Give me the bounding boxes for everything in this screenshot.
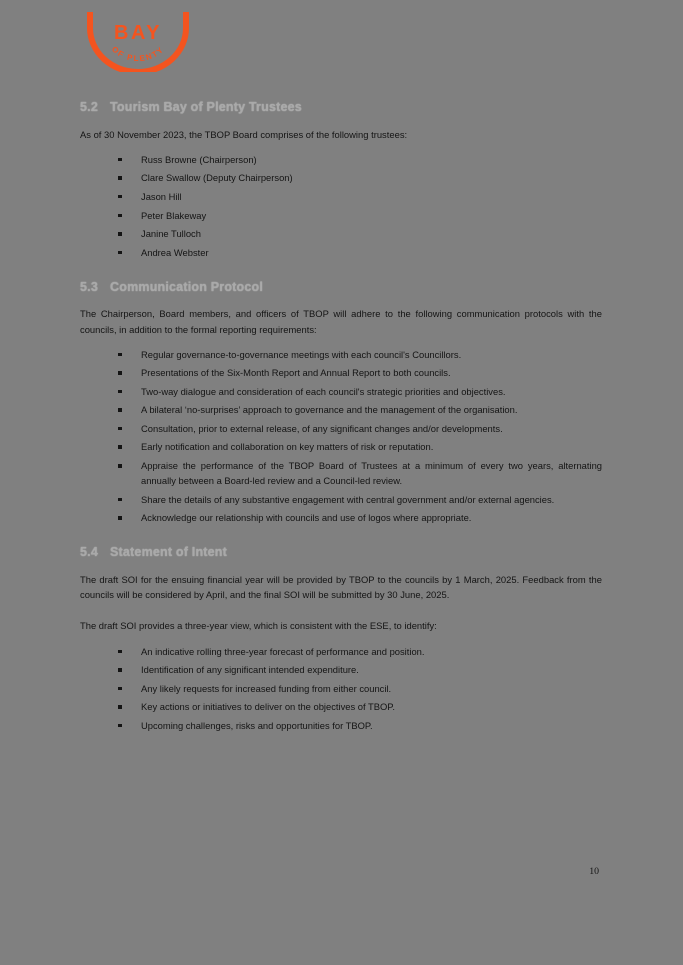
list-item: Andrea Webster: [80, 245, 602, 260]
list-item: Identification of any significant intended expenditure.: [80, 662, 602, 677]
section-title: Tourism Bay of Plenty Trustees: [110, 100, 302, 114]
section-5-3-intro: The Chairperson, Board members, and officers of TBOP will adhere to the following communication protocols with the councils, in addition to the formal reporting requirements:: [80, 308, 602, 335]
statement-of-intent-list: [80, 644, 602, 733]
communication-protocol-list: [80, 347, 602, 525]
svg-text:BAY: BAY: [114, 22, 162, 44]
section-5-4-intro: The draft SOI for the ensuing financial year will be provided by TBOP to the councils by 1 March, 2025. Feedback from the councils will be considered by April, and the final SOI will be submitted by 30 June, 2025.: [80, 573, 602, 601]
list-item: A bilateral ‘no-surprises’ approach to governance and the management of the organisation.: [80, 402, 602, 417]
list-item: Clare Swallow (Deputy Chairperson): [80, 170, 602, 185]
page-number: 10: [589, 866, 599, 877]
section-heading-5-4: [80, 545, 602, 561]
list-item: Upcoming challenges, risks and opportunities for TBOP.: [80, 718, 602, 733]
section-number: 5.4: [80, 545, 98, 560]
list-item: Jason Hill: [80, 189, 602, 204]
list-item: Two-way dialogue and consideration of each council's strategic priorities and objectives.: [80, 384, 602, 399]
list-item: Presentations of the Six-Month Report and Annual Report to both councils.: [80, 365, 602, 380]
list-item: Early notification and collaboration on key matters of risk or reputation.: [80, 439, 602, 454]
list-item: An indicative rolling three-year forecast of performance and position.: [80, 644, 602, 659]
section-heading-5-3: [80, 280, 602, 296]
section-title: Statement of Intent: [110, 545, 227, 560]
list-item: Regular governance-to-governance meetings with each council's Councillors.: [80, 347, 602, 362]
trustees-list: [80, 152, 602, 260]
section-title: Communication Protocol: [110, 279, 264, 294]
svg-text:OF PLENTY: OF PLENTY: [109, 44, 167, 64]
list-item: Peter Blakeway: [80, 208, 602, 223]
list-item: Janine Tulloch: [80, 226, 602, 241]
list-item: Russ Browne (Chairperson): [80, 152, 602, 167]
section-number: 5.3: [80, 279, 98, 294]
bay-of-plenty-arc-icon: [82, 6, 194, 72]
bay-of-plenty-logo: [82, 6, 194, 72]
list-item: Any likely requests for increased funding from either council.: [80, 681, 602, 696]
list-item: Acknowledge our relationship with councils and use of logos where appropriate.: [80, 510, 602, 525]
section-5-2-intro: As of 30 November 2023, the TBOP Board comprises of the following trustees:: [80, 128, 408, 140]
list-item: Appraise the performance of the TBOP Board of Trustees at a minimum of every two years, alternating annually between a Board-led review and a Council-led review.: [80, 458, 602, 488]
section-heading-5-2: [80, 100, 602, 116]
section-5-4-intro-2: The draft SOI provides a three-year view, which is consistent with the ESE, to identify:: [80, 620, 437, 632]
list-item: Consultation, prior to external release, of any significant changes and/or developments.: [80, 421, 602, 436]
list-item: Key actions or initiatives to deliver on the objectives of TBOP.: [80, 699, 602, 714]
list-item: Share the details of any substantive engagement with central government and/or external agencies.: [80, 492, 602, 507]
document-content: [80, 100, 602, 747]
section-number: 5.2: [80, 100, 98, 114]
